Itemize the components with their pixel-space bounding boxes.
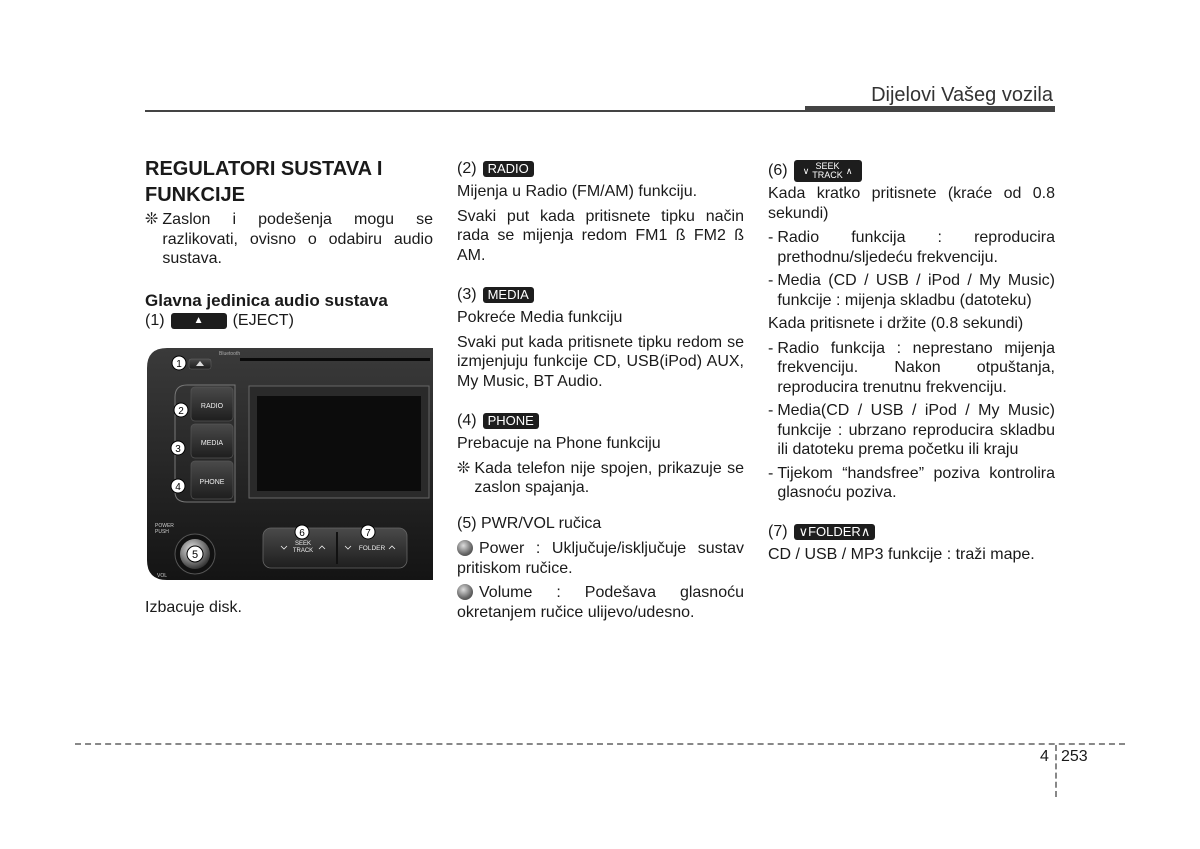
eject-description: Izbacuje disk. — [145, 599, 242, 616]
item-6-bullet-2 — [768, 271, 1055, 310]
item-6-text-1: Kada kratko pritisnete (kraće od 0.8 sekundi) — [768, 185, 1055, 222]
item-1-label — [145, 310, 433, 332]
header-rule-thick — [805, 106, 1055, 112]
section-title: REGULATORI SUSTAVA I FUNKCIJE — [145, 158, 383, 206]
audio-unit-svg — [145, 340, 433, 580]
item-3-text-2: Svaki put kada pritisnete tipku redom se izmjenjuju funkcije CD, USB(iPod) AUX, My Music, BT Audio. — [457, 333, 744, 390]
callout-5-num: 5 — [191, 549, 199, 561]
item-2-label — [457, 158, 744, 180]
item-4-note-text: Kada telefon nije spojen, prikazuje se zaslon spajanja. — [474, 459, 744, 496]
item-6-bullet-1-text: Radio funkcija : reproducira prethodnu/sljedeću frekvenciju. — [777, 229, 1055, 266]
phone-badge: PHONE — [483, 413, 539, 429]
folder-badge-text: FOLDER — [808, 523, 861, 539]
item-7-label — [768, 521, 1055, 543]
callout-7-num: 7 — [365, 528, 371, 539]
note-mark: ❊ — [145, 211, 159, 228]
item-5-text-2 — [457, 583, 744, 622]
item-3-label — [457, 284, 744, 306]
screen — [257, 396, 421, 491]
item-1-number: (1) — [145, 312, 165, 330]
chevron-down-icon: ∨ — [798, 523, 809, 539]
item-2-text-2: Svaki put kada pritisnete tipku način rada se mijenja redom FM1 ß FM2 ß AM. — [457, 207, 744, 264]
footer-divider — [1055, 745, 1057, 797]
folder-text: FOLDER — [358, 545, 386, 552]
seek-badge-text: SEEK — [815, 161, 840, 171]
dash: - — [768, 339, 774, 357]
page-number: 253 — [1061, 748, 1088, 765]
item-6-bullet-4 — [768, 401, 1055, 460]
item-4-note — [457, 459, 744, 498]
chevron-up-icon: ∧ — [845, 165, 853, 176]
knob-icon — [457, 584, 473, 600]
track-badge-text: TRACK — [812, 170, 843, 180]
radio-badge: RADIO — [483, 161, 534, 177]
push-text: PUSH — [155, 529, 169, 535]
callout-6-num: 6 — [299, 528, 305, 539]
callout-3-num: 3 — [175, 444, 181, 455]
knob-icon — [457, 540, 473, 556]
media-button-text: MEDIA — [200, 440, 224, 447]
item-4-number: (4) — [457, 412, 477, 430]
eject-icon: ▲ — [193, 315, 204, 326]
chapter-number: 4 — [1040, 748, 1049, 765]
item-6-bullet-2-text: Media (CD / USB / iPod / My Music) funkcije : mijenja skladbu (datoteku) — [777, 272, 1055, 309]
folder-badge — [794, 524, 876, 540]
column-3 — [768, 160, 1055, 569]
item-5-title: (5) PWR/VOL ručica — [457, 514, 602, 532]
note — [145, 210, 433, 269]
item-6-bullet-1 — [768, 228, 1055, 267]
item-6-bullet-3 — [768, 339, 1055, 398]
seek-track-badge — [794, 160, 862, 182]
seek-track-stack — [812, 162, 843, 180]
item-6-label — [768, 160, 1055, 182]
item-2-text-1: Mijenja u Radio (FM/AM) funkciju. — [457, 183, 698, 200]
note-text: Zaslon i podešenja mogu se razlikovati, ovisno o odabiru audio sustava. — [162, 211, 433, 267]
item-6-bullet-5 — [768, 464, 1055, 503]
phone-button-text: PHONE — [199, 479, 225, 486]
footer-rule — [75, 743, 1125, 745]
item-6-bullet-3-text: Radio funkcija : neprestano mijenja frekvenciju. Nakon otpuštanja, reproducira trenutnu frekvenciju. — [777, 339, 1055, 396]
bluetooth-text: Bluetooth — [219, 351, 241, 357]
item-4-label — [457, 410, 744, 432]
item-4-note-mark: ❊ — [457, 459, 471, 477]
item-5-text-1 — [457, 539, 744, 578]
item-3-text-1: Pokreće Media funkciju — [457, 309, 623, 326]
item-6-text-2: Kada pritisnete i držite (0.8 sekundi) — [768, 315, 1024, 332]
cd-slot — [240, 358, 430, 361]
column-1 — [145, 150, 433, 623]
vol-text: VOL — [157, 573, 168, 579]
item-2-number: (2) — [457, 160, 477, 178]
column-2 — [457, 158, 744, 627]
callout-1-num: 1 — [176, 359, 182, 370]
audio-unit-illustration — [145, 340, 433, 580]
dash: - — [768, 402, 774, 419]
page-header-title: Dijelovi Vašeg vozila — [871, 84, 1053, 106]
callout-4-num: 4 — [175, 482, 181, 493]
item-5-text-2-content: Volume : Podešava glasnoću okretanjem ručice ulijevo/udesno. — [457, 584, 744, 621]
seek-track-text-2: TRACK — [292, 548, 314, 554]
item-3-number: (3) — [457, 286, 477, 304]
item-7-text-1: CD / USB / MP3 funkcije : traži mape. — [768, 545, 1035, 563]
item-6-bullet-4-text: Media(CD / USB / iPod / My Music) funkcije : ubrzano reproducira skladbu ili datoteku prema početku ili kraju — [777, 402, 1055, 458]
dash: - — [768, 464, 774, 482]
sub-title: Glavna jedinica audio sustava — [145, 290, 388, 310]
seek-track-text: SEEK — [294, 541, 312, 547]
item-6-bullet-5-text: Tijekom “handsfree” poziva kontrolira glasnoću poziva. — [777, 464, 1055, 501]
item-1-text: (EJECT) — [232, 312, 294, 330]
item-4-text-1: Prebacuje na Phone funkciju — [457, 435, 661, 452]
item-5-text-1-content: Power : Uključuje/isključuje sustav pritiskom ručice. — [457, 540, 744, 577]
radio-button-text: RADIO — [200, 403, 224, 410]
eject-badge — [171, 313, 227, 329]
chevron-down-icon: ∨ — [802, 165, 810, 176]
dash: - — [768, 272, 774, 289]
item-7-number: (7) — [768, 522, 788, 540]
dash: - — [768, 229, 774, 246]
callout-2-num: 2 — [178, 406, 184, 417]
chevron-up-icon: ∧ — [860, 523, 871, 539]
item-6-number: (6) — [768, 162, 788, 180]
power-text: POWER — [155, 523, 174, 529]
media-badge: MEDIA — [483, 287, 534, 303]
